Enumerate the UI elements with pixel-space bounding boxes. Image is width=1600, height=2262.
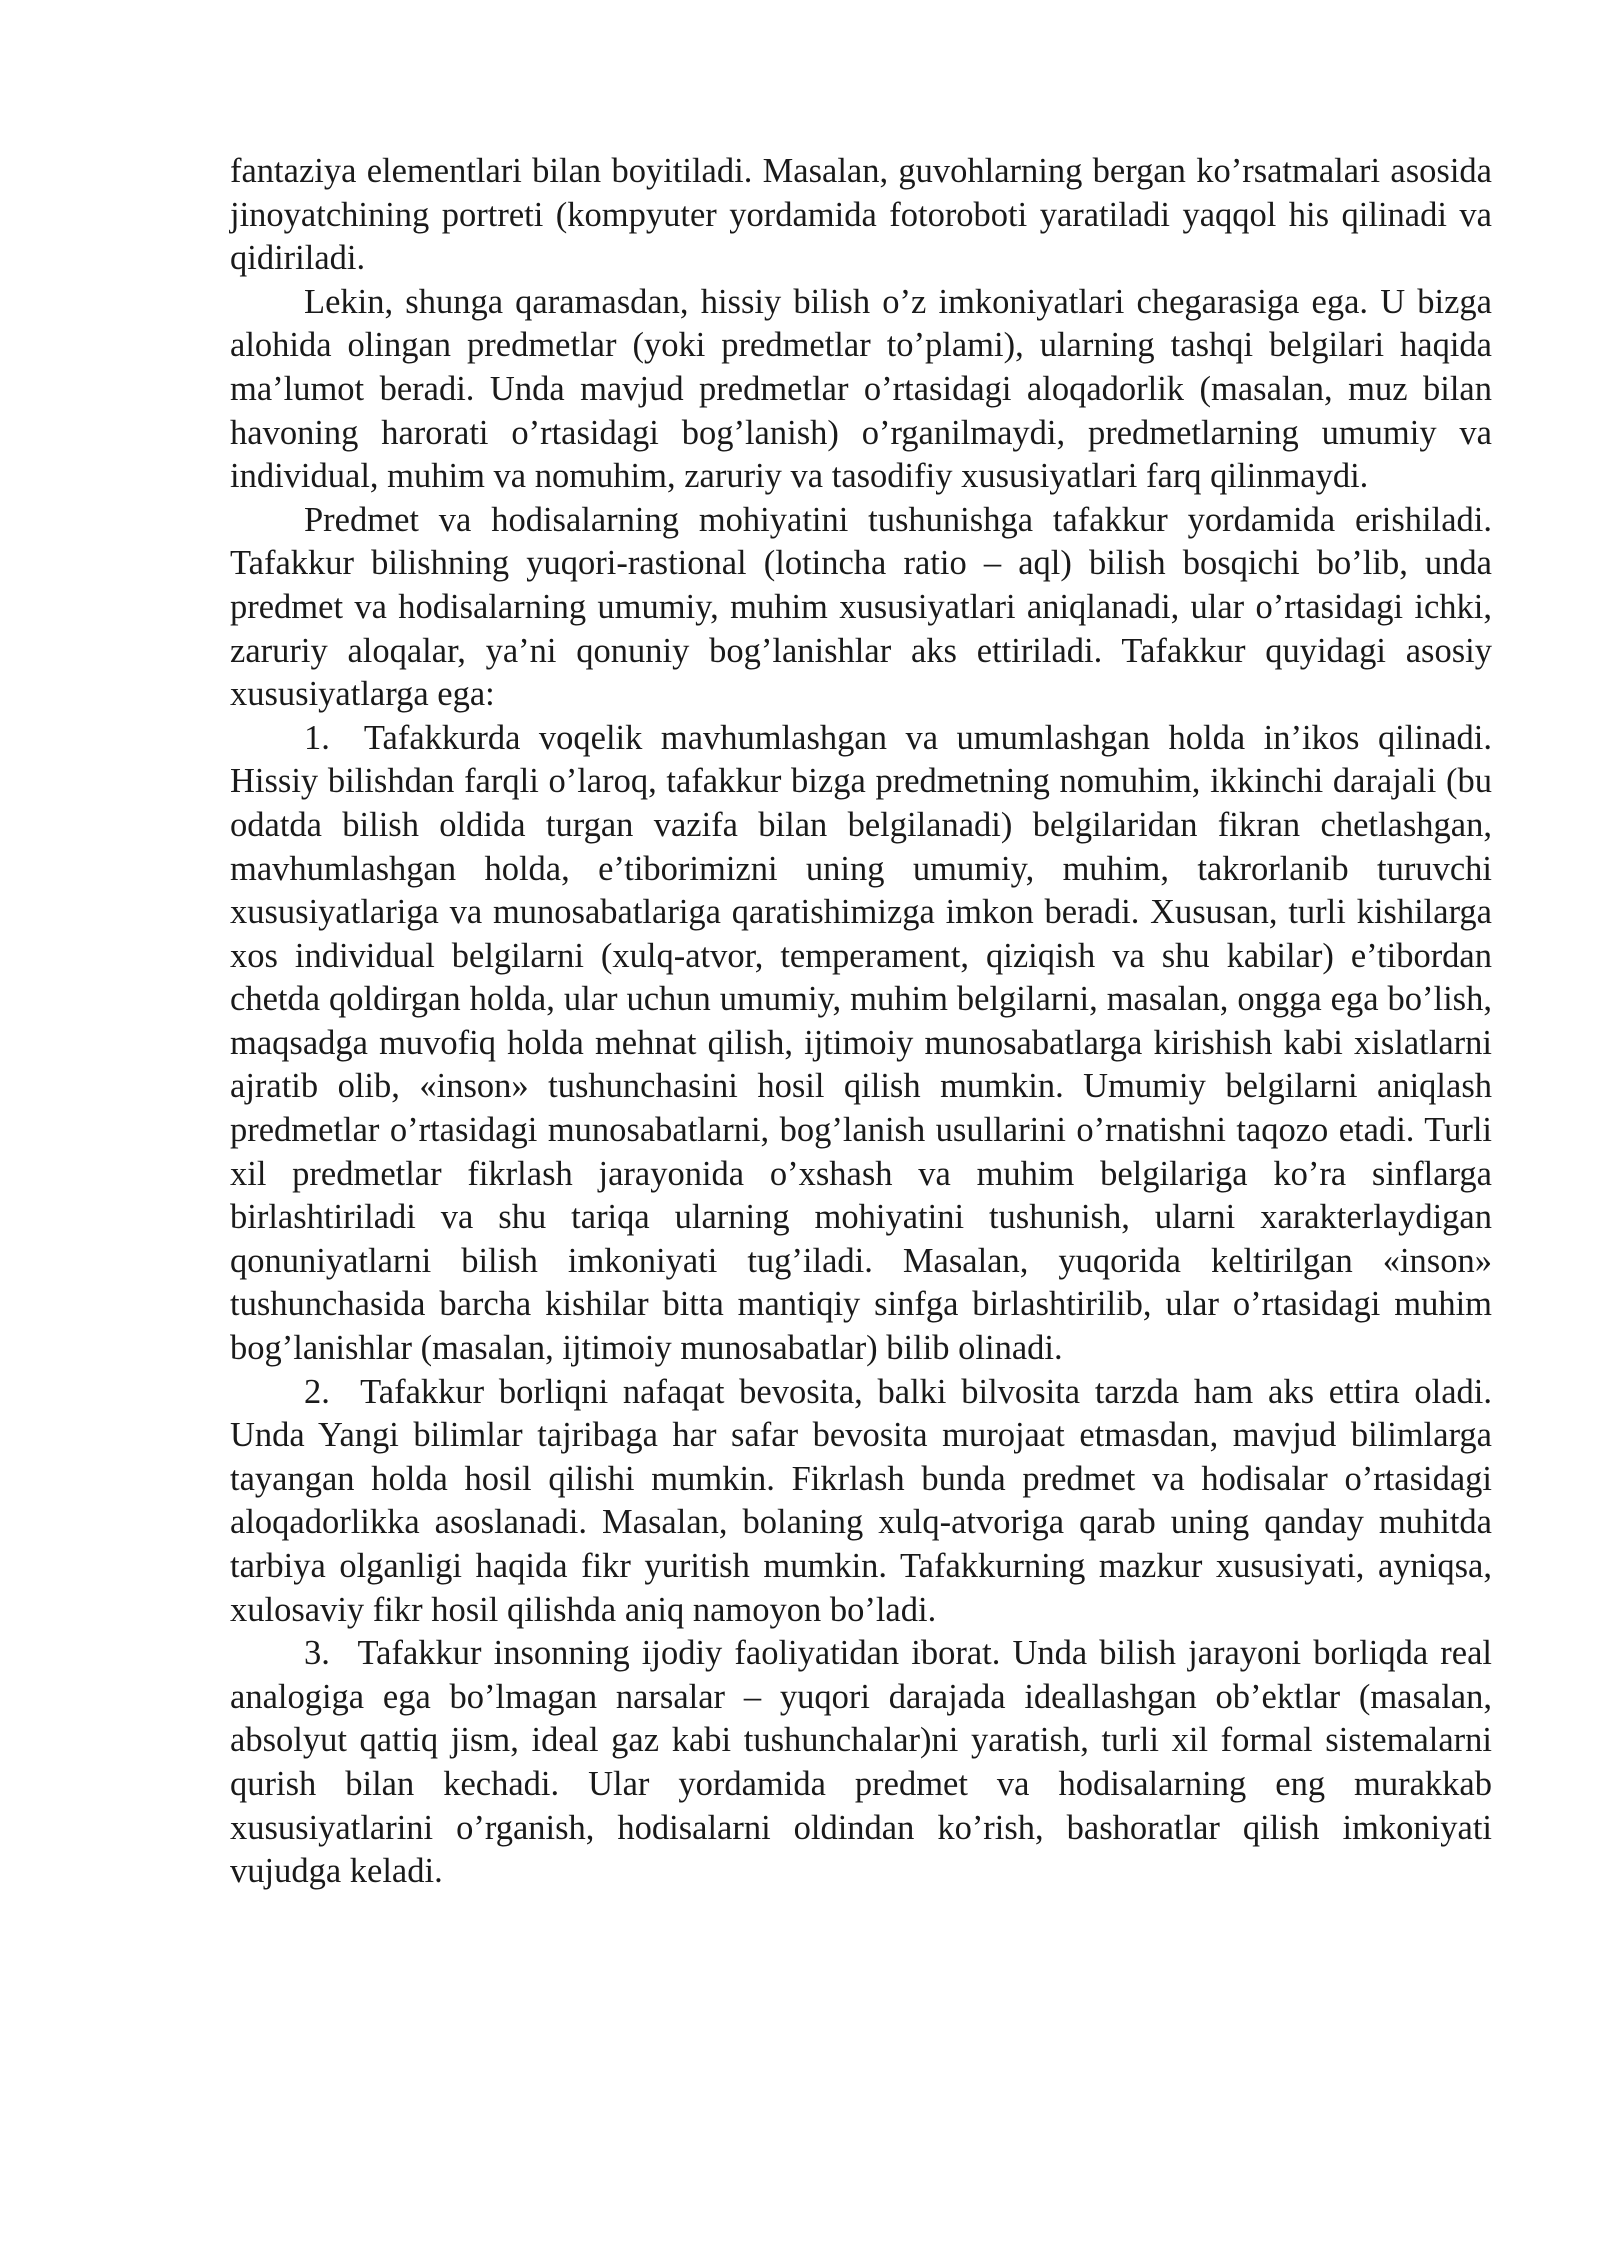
paragraph-sensory-limits [230,281,1492,499]
paragraph-thinking-definition [230,499,1492,717]
paragraph-text: Tafakkur borliqni nafaqat bevosita, balki bilvosita tarzda ham aks ettira oladi. Unda Yangi bilimlar tajribaga har safar bevosita murojaat etmasdan, mavjud bilimlarga tayangan holda hosil qilishi mumkin. Fikrlash bunda predmet va hodisalar o’rtasidagi aloqadorlikka asoslanadi. Masalan, bolaning xulq-atvoriga qarab uning qanday muhitda tarbiya olganligi haqida fikr yuritish mumkin. Tafakkurning mazkur xususiyati, ayniqsa, xulosaviy fikr hosil qilishda aniq namoyon bo’ladi. [230,1372,1492,1629]
paragraph-text: Tafakkurda voqelik mavhumlashgan va umumlashgan holda in’ikos qilinadi. Hissiy bilishdan farqli o’laroq, tafakkur bizga predmetning nomuhim, ikkinchi darajali (bu odatda bilish oldida turgan vazifa bilan belgilanadi) belgilaridan fikran chetlashgan, mavhumlashgan holda, e’tiborimizni uning umumiy, muhim, takrorlanib turuvchi xususiyatlariga va munosabatlariga qaratishimizga imkon beradi. Xususan, turli kishilarga xos individual belgilarni (xulq-atvor, temperament, qiziqish va shu kabilar) e’tibordan chetda qoldirgan holda, ular uchun umumiy, muhim belgilarni, masalan, ongga ega bo’lish, maqsadga muvofiq holda mehnat qilish, ijtimoiy munosabatlarga kirishish kabi xislatlarni ajratib olib, «inson» tushunchasini hosil qilish mumkin. Umumiy belgilarni aniqlash predmetlar o’rtasidagi munosabatlarni, bog’lanish usullarini o’rnatishni taqozo etadi. Turli xil predmetlar fikrlash jarayonida o’xshash va muhim belgilariga ko’ra sinflarga birlashtiriladi va shu tariqa ularning mohiyatini tushunish, ularni xarakterlaydigan qonuniyatlarni bilish imkoniyati tug’iladi. Masalan, yuqorida keltirilgan «inson» tushunchasida barcha kishilar bitta mantiqiy sinfga birlashtirilib, ular o’rtasidagi muhim bog’lanishlar (masalan, ijtimoiy munosabatlar) bilib olinadi. [230,718,1492,1368]
list-number: 2. [304,1372,330,1411]
list-item-3 [230,1632,1492,1894]
paragraph-text: Tafakkur insonning ijodiy faoliyatidan iborat. Unda bilish jarayoni borliqda real analogiga ega bo’lmagan narsalar – yuqori darajada ideallashgan ob’ektlar (masalan, absolyut qattiq jism, ideal gaz kabi tushunchalar)ni yaratish, turli xil formal sistemalarni qurish bilan kechadi. Ular yordamida predmet va hodisalarning eng murakkab xususiyatlarini o’rganish, hodisalarni oldindan ko’rish, bashoratlar qilish imkoniyati vujudga keladi. [230,1634,1492,1891]
paragraph-text: Lekin, shunga qaramasdan, hissiy bilish o’z imkoniyatlari chegarasiga ega. U bizga alohida olingan predmetlar (yoki predmetlar to’plami), ularning tashqi belgilari haqida ma’lumot beradi. Unda mavjud predmetlar o’rtasidagi aloqadorlik (masalan, muz bilan havoning harorati o’rtasidagi bog’lanish) o’rganilmaydi, predmetlarning umumiy va individual, muhim va nomuhim, zaruriy va tasodifiy xususiyatlari farq qilinmaydi. [230,282,1492,496]
list-number: 3. [304,1634,330,1673]
paragraph-text: fantaziya elementlari bilan boyitiladi. Masalan, guvohlarning bergan ko’rsatmalari asosida jinoyatchining portreti (kompyuter yordamida fotoroboti yaratiladi yaqqol his qilinadi va qidiriladi. [230,152,1492,278]
paragraph-continuation [230,150,1492,281]
list-item-1 [230,717,1492,1371]
document-page [230,150,1492,1894]
list-item-2 [230,1371,1492,1633]
list-number: 1. [304,718,330,757]
paragraph-text: Predmet va hodisalarning mohiyatini tushunishga tafakkur yordamida erishiladi. Tafakkur bilishning yuqori-rastional (lotincha ratio – aql) bilish bosqichi bo’lib, unda predmet va hodisalarning umumiy, muhim xususiyatlari aniqlanadi, ular o’rtasidagi ichki, zaruriy aloqalar, ya’ni qonuniy bog’lanishlar aks ettiriladi. Tafakkur quyidagi asosiy xususiyatlarga ega: [230,500,1492,714]
